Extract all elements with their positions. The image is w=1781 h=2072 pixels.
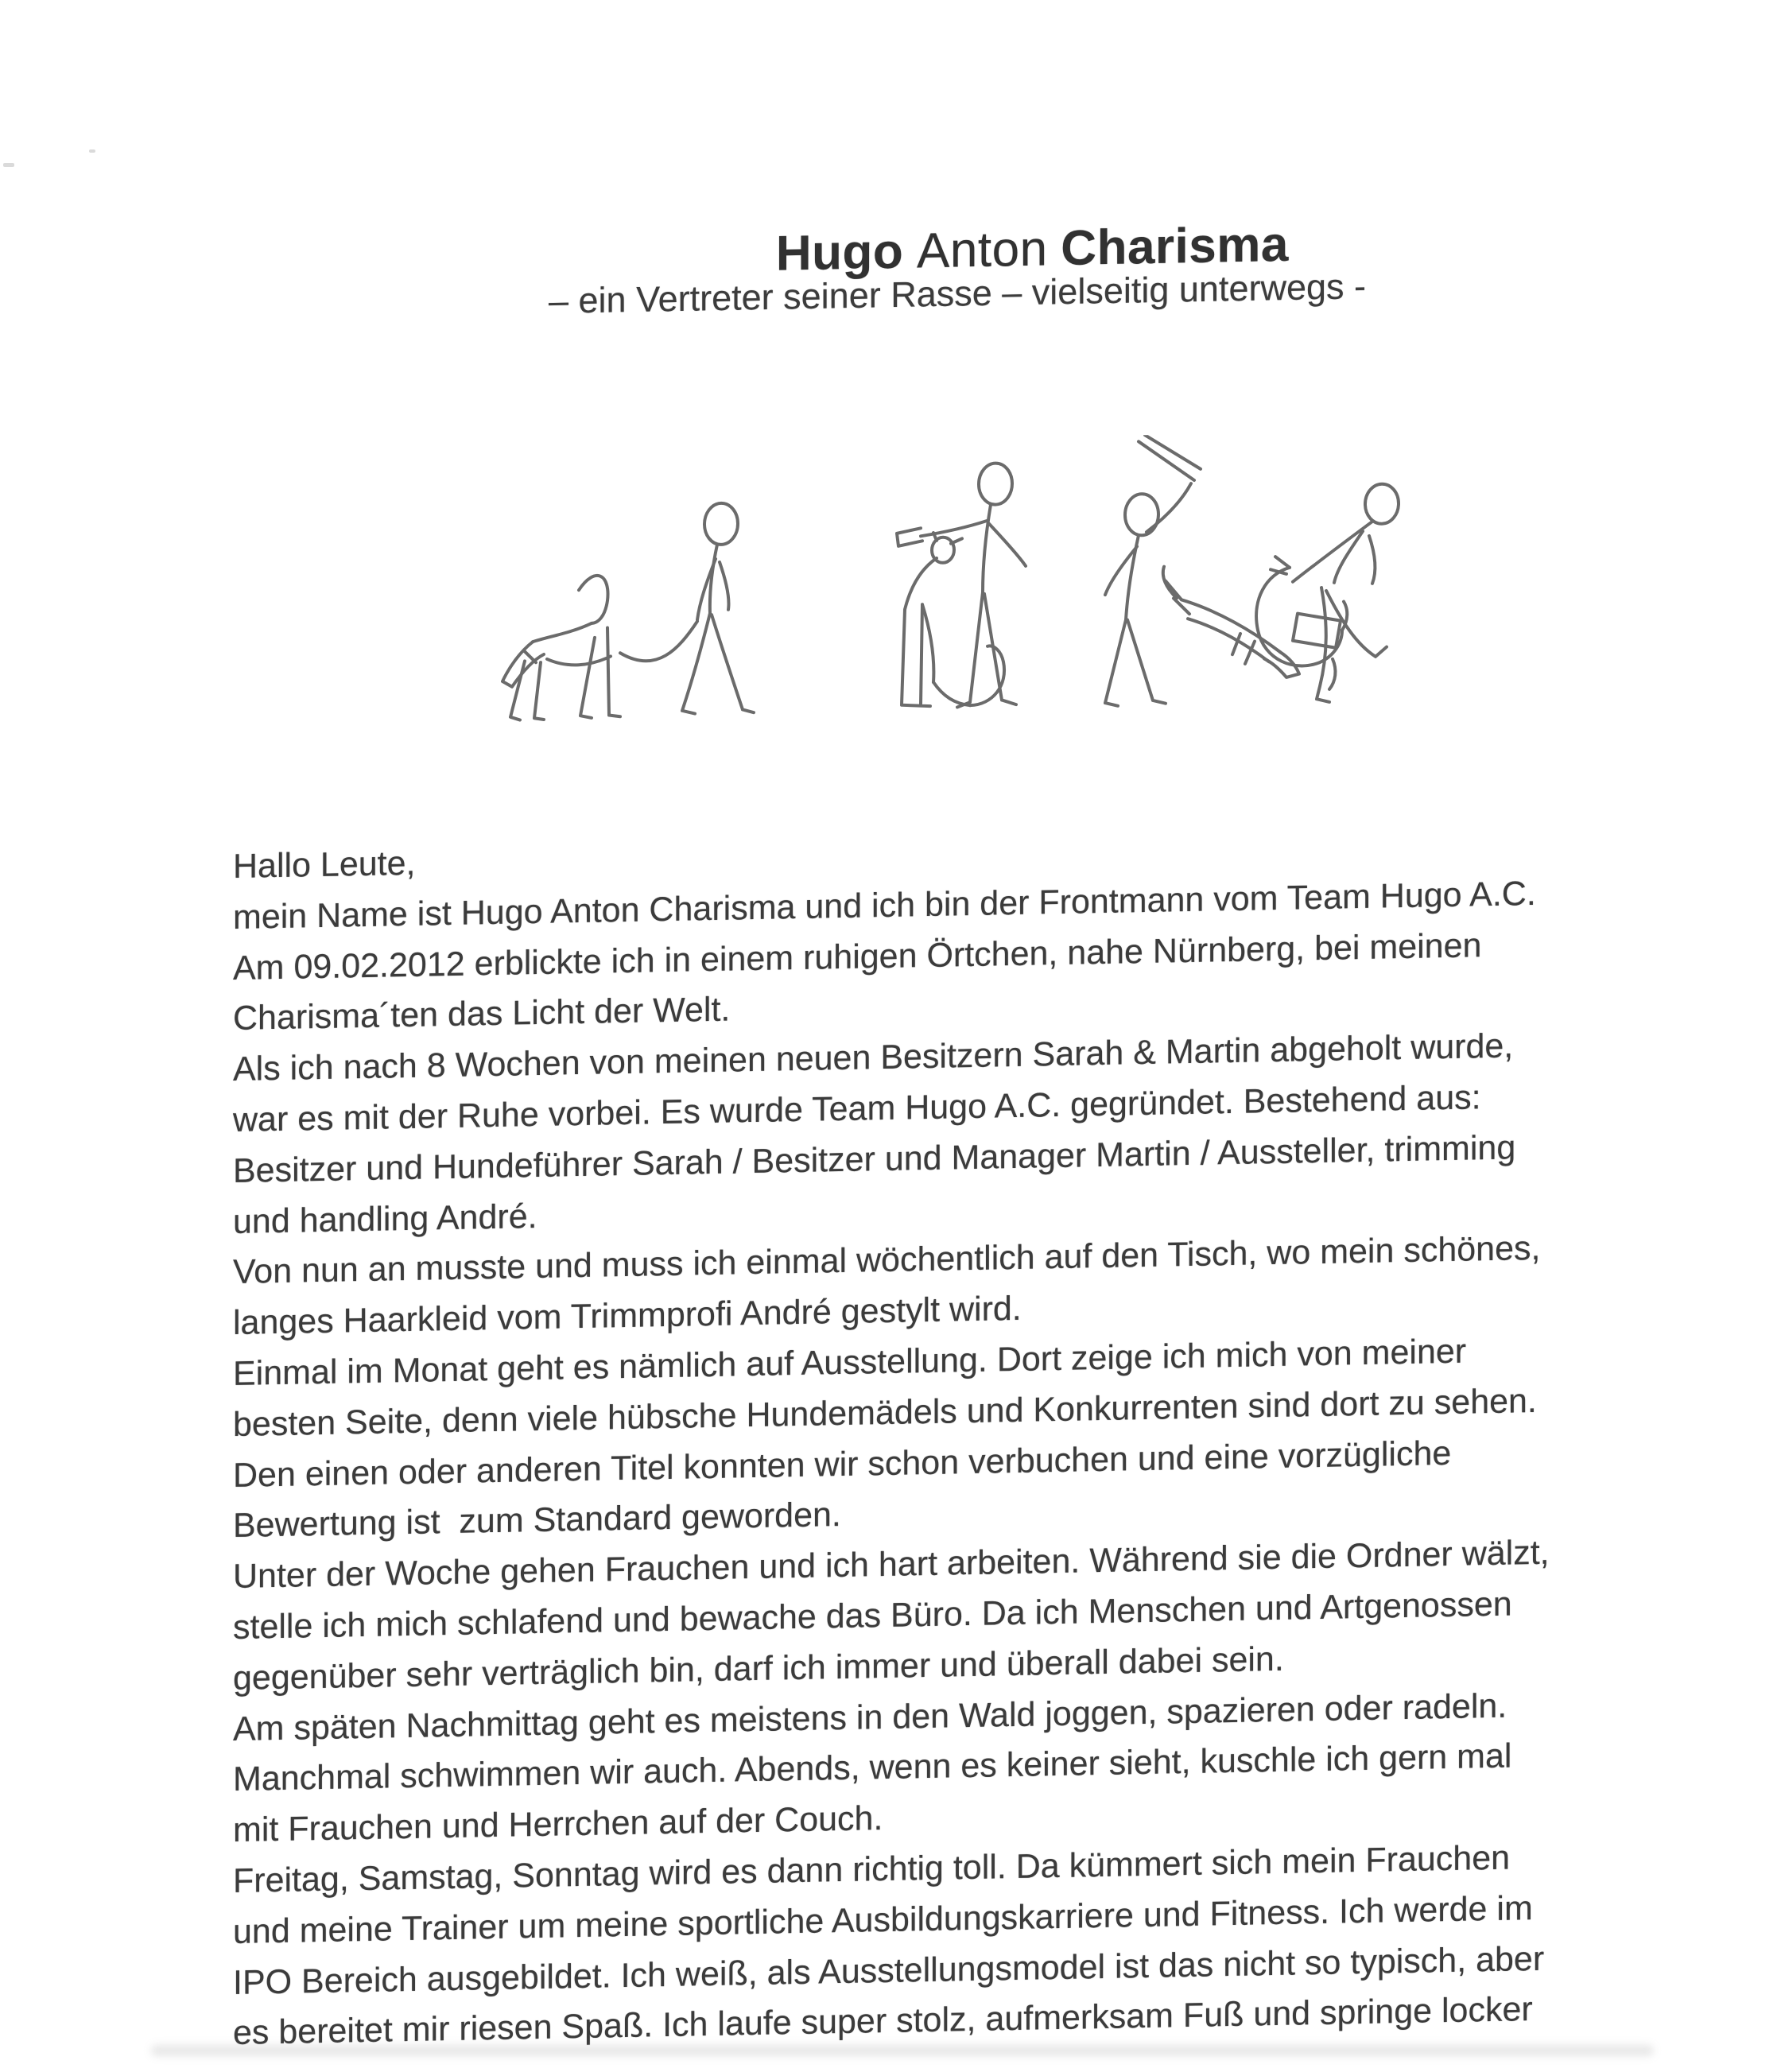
body-line: Besitzer und Hundeführer Sarah / Besitzer und Manager Martin / Aussteller, trimming: [233, 1128, 1516, 1190]
body-line: Hallo Leute,: [233, 844, 416, 886]
body-line: mein Name ist Hugo Anton Charisma und ich bin der Frontmann vom Team Hugo A.C.: [233, 874, 1536, 937]
body-line: Am 09.02.2012 erblickte ich in einem ruhigen Örtchen, nahe Nürnberg, bei meinen: [233, 925, 1482, 987]
body-line: Von nun an musste und muss ich einmal wöchentlich auf den Tisch, wo mein schönes,: [233, 1229, 1541, 1292]
body-line: war es mit der Ruhe vorbei. Es wurde Team Hugo A.C. gegründet. Bestehend aus:: [233, 1078, 1481, 1139]
scan-artifact: [3, 163, 14, 167]
scan-artifact: [89, 149, 95, 153]
obedience-sitting-dog-icon: [897, 463, 1026, 708]
body-line: gegenüber sehr verträglich bin, darf ich immer und überall dabei sein.: [233, 1639, 1284, 1698]
page-subtitle: – ein Vertreter seiner Rasse – vielseitig unterwegs -: [549, 266, 1366, 321]
title-word-anton: Anton: [917, 221, 1048, 279]
dog-sport-pictograms-illustration: [501, 429, 1479, 753]
body-line: Als ich nach 8 Wochen von meinen neuen Besitzern Sarah & Martin abgeholt wurde,: [233, 1026, 1514, 1089]
title-word-charisma: Charisma: [1061, 216, 1289, 277]
body-line: langes Haarkleid vom Trimmprofi André gestylt wird.: [233, 1289, 1022, 1343]
body-line: es bereitet mir riesen Spaß. Ich laufe super stolz, aufmerksam Fuß und springe locker: [233, 1990, 1533, 2053]
tracking-dog-on-leash-icon: [502, 502, 754, 720]
body-line: Am späten Nachmittag geht es meistens in den Wald joggen, spazieren oder radeln.: [233, 1686, 1507, 1748]
body-line: Manchmal schwimmen wir auch. Abends, wenn es keiner sieht, kuschle ich gern mal: [233, 1736, 1512, 1799]
body-line: besten Seite, denn viele hübsche Hundemädels und Konkurrenten sind dort zu sehen.: [233, 1381, 1537, 1444]
body-line: mit Frauchen und Herrchen auf der Couch.: [233, 1799, 883, 1850]
body-line: Unter der Woche gehen Frauchen und ich hart arbeiten. Während sie die Ordner wälzt,: [233, 1533, 1550, 1597]
body-line: Bewertung ist zum Standard geworden.: [233, 1496, 841, 1546]
body-line: und meine Trainer um meine sportliche Ausbildungskarriere und Fitness. Ich werde im: [233, 1888, 1533, 1951]
body-line: Einmal im Monat geht es nämlich auf Ausstellung. Dort zeige ich mich von meiner: [233, 1332, 1467, 1393]
title-word-hugo: Hugo: [775, 223, 904, 281]
scan-edge-shadow: [151, 2045, 1654, 2056]
body-line: und handling André.: [233, 1197, 537, 1241]
body-line: Freitag, Samstag, Sonntag wird es dann richtig toll. Da kümmert sich mein Frauchen: [233, 1838, 1511, 1900]
protection-sleeve-grip-icon: [1256, 483, 1399, 703]
body-line: IPO Bereich ausgebildet. Ich weiß, als Ausstellungsmodel ist das nicht so typisch, aber: [233, 1939, 1545, 2002]
body-line: stelle ich mich schlafend und bewache das Büro. Da ich Menschen und Artgenossen: [233, 1585, 1512, 1647]
body-text: [233, 818, 1550, 2059]
body-line: Charisma´ten das Licht der Welt.: [233, 990, 731, 1038]
body-line: Den einen oder anderen Titel konnten wir schon verbuchen und eine vorzügliche: [233, 1434, 1452, 1495]
